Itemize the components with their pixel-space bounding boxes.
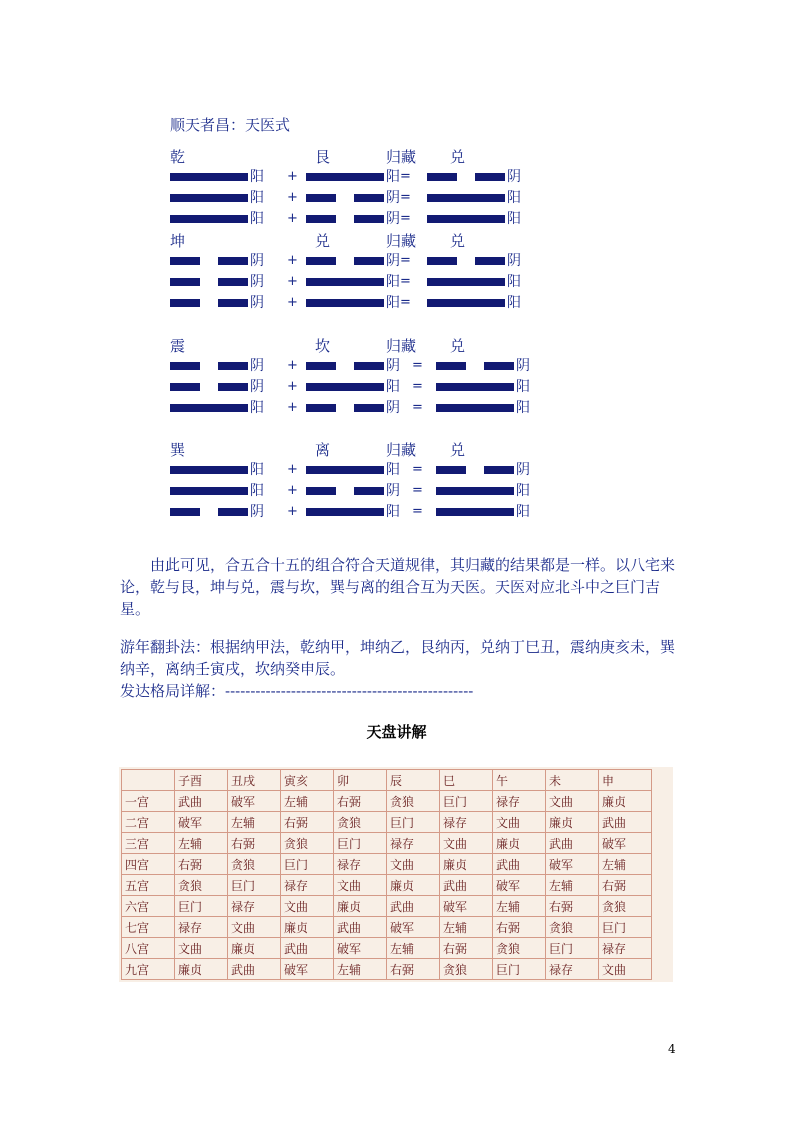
trigram-line-row bbox=[0, 502, 793, 522]
table-cell: 武曲 bbox=[493, 854, 546, 875]
equals-sign: = bbox=[412, 400, 423, 415]
plus-sign: + bbox=[287, 483, 298, 498]
left-trigram-yang-bar bbox=[170, 173, 248, 181]
middle-trigram-yin-bar-segment bbox=[354, 404, 384, 412]
paragraph-najia: 游年翻卦法：根据纳甲法，乾纳甲，坤纳乙，艮纳丙，兑纳丁巳丑，震纳庚亥未，巽纳辛，离纳壬寅戌，坎纳癸申辰。 bbox=[120, 638, 676, 678]
yin-yang-label: 阳 bbox=[516, 483, 530, 499]
section-heading: 顺天者昌：天医式 bbox=[170, 116, 291, 134]
table-cell: 禄存 bbox=[599, 938, 652, 959]
table-header-cell: 申 bbox=[599, 770, 652, 791]
trigram-name: 归藏 bbox=[386, 337, 417, 355]
result-trigram-yang-bar bbox=[436, 383, 514, 391]
table-cell: 巨门 bbox=[599, 917, 652, 938]
result-trigram-yin-bar-segment bbox=[475, 173, 505, 181]
yin-yang-label: 阴 bbox=[250, 274, 264, 290]
yin-yang-label: 阳 bbox=[507, 274, 521, 290]
trigram-name: 兑 bbox=[450, 148, 466, 166]
yin-yang-label: 阳 bbox=[250, 211, 264, 227]
table-cell: 武曲 bbox=[440, 875, 493, 896]
trigram-line-row bbox=[0, 209, 793, 229]
middle-trigram-yang-bar bbox=[306, 508, 384, 516]
trigram-name: 归藏 bbox=[386, 232, 417, 250]
result-trigram-yin-bar-segment bbox=[475, 257, 505, 265]
table-cell: 破军 bbox=[281, 959, 334, 980]
middle-trigram-yang-bar bbox=[306, 383, 384, 391]
table-row bbox=[122, 875, 652, 896]
trigram-line-row bbox=[0, 272, 793, 292]
yin-yang-label: 阴 bbox=[516, 462, 530, 478]
left-trigram-yang-bar bbox=[170, 487, 248, 495]
yin-yang-label: 阴 bbox=[386, 253, 400, 269]
table-cell: 廉贞 bbox=[228, 938, 281, 959]
table-cell: 武曲 bbox=[175, 791, 228, 812]
table-header-cell: 辰 bbox=[387, 770, 440, 791]
row-label-cell: 六宫 bbox=[122, 896, 175, 917]
left-trigram-yin-bar-segment bbox=[218, 257, 248, 265]
table-cell: 武曲 bbox=[334, 917, 387, 938]
yin-yang-label: 阴 bbox=[516, 358, 530, 374]
yin-yang-label: 阴 bbox=[250, 379, 264, 395]
plus-sign: + bbox=[287, 274, 298, 289]
row-label-cell: 二宫 bbox=[122, 812, 175, 833]
middle-trigram-yin-bar-segment bbox=[306, 194, 336, 202]
table-cell: 武曲 bbox=[387, 896, 440, 917]
yin-yang-label: 阴 bbox=[386, 190, 400, 206]
middle-trigram-yin-bar-segment bbox=[354, 215, 384, 223]
result-trigram-yin-bar-segment bbox=[484, 466, 514, 474]
table-cell: 文曲 bbox=[440, 833, 493, 854]
table-cell: 禄存 bbox=[281, 875, 334, 896]
trigram-line-row bbox=[0, 398, 793, 418]
table-cell: 巨门 bbox=[387, 812, 440, 833]
table-cell: 禄存 bbox=[493, 791, 546, 812]
trigram-name: 巽 bbox=[170, 441, 186, 459]
left-trigram-yin-bar-segment bbox=[218, 383, 248, 391]
left-trigram-yin-bar-segment bbox=[170, 257, 200, 265]
left-trigram-yin-bar-segment bbox=[218, 299, 248, 307]
table-cell: 文曲 bbox=[546, 791, 599, 812]
table-header-cell: 巳 bbox=[440, 770, 493, 791]
table-cell: 禄存 bbox=[440, 812, 493, 833]
table-cell: 武曲 bbox=[546, 833, 599, 854]
table-cell: 贪狼 bbox=[387, 791, 440, 812]
table-cell: 右弼 bbox=[334, 791, 387, 812]
table-cell: 文曲 bbox=[334, 875, 387, 896]
table-cell: 文曲 bbox=[387, 854, 440, 875]
table-cell: 贪狼 bbox=[175, 875, 228, 896]
left-trigram-yin-bar-segment bbox=[170, 299, 200, 307]
plus-sign: + bbox=[287, 295, 298, 310]
middle-trigram-yang-bar bbox=[306, 173, 384, 181]
table-header-cell: 卯 bbox=[334, 770, 387, 791]
table-cell: 廉贞 bbox=[440, 854, 493, 875]
yin-yang-label: 阴 bbox=[250, 295, 264, 311]
yin-yang-label: 阳 bbox=[386, 274, 400, 290]
trigram-name: 艮 bbox=[315, 148, 331, 166]
result-trigram-yang-bar bbox=[427, 194, 505, 202]
table-cell: 文曲 bbox=[281, 896, 334, 917]
equals-sign: = bbox=[400, 190, 411, 205]
result-trigram-yin-bar-segment bbox=[427, 173, 457, 181]
middle-trigram-yin-bar-segment bbox=[306, 257, 336, 265]
result-trigram-yang-bar bbox=[427, 278, 505, 286]
table-cell: 右弼 bbox=[493, 917, 546, 938]
left-trigram-yin-bar-segment bbox=[218, 362, 248, 370]
result-trigram-yang-bar bbox=[436, 508, 514, 516]
equals-sign: = bbox=[400, 274, 411, 289]
table-cell: 禄存 bbox=[387, 833, 440, 854]
table-title: 天盘讲解 bbox=[366, 723, 427, 741]
left-trigram-yin-bar-segment bbox=[170, 278, 200, 286]
paragraph-explanation: 由此可见，合五合十五的组合符合天道规律，其归藏的结果都是一样。以八宅来论，乾与艮，坤与兑，震与坎，巽与离的组合互为天医。天医对应北斗中之巨门吉星。 bbox=[120, 556, 676, 618]
yin-yang-label: 阳 bbox=[507, 190, 521, 206]
equals-sign: = bbox=[412, 358, 423, 373]
trigram-name: 坎 bbox=[315, 337, 331, 355]
table-cell: 廉贞 bbox=[493, 833, 546, 854]
table-cell: 右弼 bbox=[387, 959, 440, 980]
plus-sign: + bbox=[287, 169, 298, 184]
table-cell: 左辅 bbox=[334, 959, 387, 980]
middle-trigram-yin-bar-segment bbox=[306, 215, 336, 223]
table-cell: 巨门 bbox=[493, 959, 546, 980]
yin-yang-label: 阳 bbox=[250, 400, 264, 416]
trigram-name: 归藏 bbox=[386, 441, 417, 459]
table-row bbox=[122, 833, 652, 854]
table-cell: 破军 bbox=[334, 938, 387, 959]
left-trigram-yin-bar-segment bbox=[170, 383, 200, 391]
table-cell: 禄存 bbox=[175, 917, 228, 938]
table-cell: 禄存 bbox=[228, 896, 281, 917]
equals-sign: = bbox=[400, 295, 411, 310]
yin-yang-label: 阴 bbox=[507, 253, 521, 269]
table-cell: 贪狼 bbox=[281, 833, 334, 854]
trigram-line-row bbox=[0, 356, 793, 376]
table-cell: 右弼 bbox=[281, 812, 334, 833]
yin-yang-label: 阴 bbox=[250, 358, 264, 374]
table-row bbox=[122, 896, 652, 917]
middle-trigram-yin-bar-segment bbox=[354, 257, 384, 265]
yin-yang-label: 阴 bbox=[250, 504, 264, 520]
table-cell: 贪狼 bbox=[493, 938, 546, 959]
table-cell: 廉贞 bbox=[175, 959, 228, 980]
table-cell: 右弼 bbox=[546, 896, 599, 917]
equals-sign: = bbox=[412, 379, 423, 394]
yin-yang-label: 阴 bbox=[386, 358, 400, 374]
yin-yang-label: 阳 bbox=[250, 169, 264, 185]
plus-sign: + bbox=[287, 379, 298, 394]
yin-yang-label: 阴 bbox=[507, 169, 521, 185]
plus-sign: + bbox=[287, 400, 298, 415]
middle-trigram-yang-bar bbox=[306, 466, 384, 474]
trigram-line-row bbox=[0, 460, 793, 480]
yin-yang-label: 阳 bbox=[516, 400, 530, 416]
table-row bbox=[122, 959, 652, 980]
middle-trigram-yin-bar-segment bbox=[306, 362, 336, 370]
row-label-cell: 四宫 bbox=[122, 854, 175, 875]
plus-sign: + bbox=[287, 211, 298, 226]
left-trigram-yin-bar-segment bbox=[170, 508, 200, 516]
table-cell: 破军 bbox=[228, 791, 281, 812]
equals-sign: = bbox=[400, 211, 411, 226]
table-header-cell: 未 bbox=[546, 770, 599, 791]
table-cell: 巨门 bbox=[228, 875, 281, 896]
result-trigram-yin-bar-segment bbox=[436, 362, 466, 370]
trigram-name: 离 bbox=[315, 441, 331, 459]
table-cell: 左辅 bbox=[599, 854, 652, 875]
left-trigram-yin-bar-segment bbox=[170, 362, 200, 370]
table-cell: 武曲 bbox=[281, 938, 334, 959]
table-cell: 贪狼 bbox=[334, 812, 387, 833]
yin-yang-label: 阳 bbox=[386, 169, 400, 185]
table-cell: 左辅 bbox=[546, 875, 599, 896]
trigram-name: 乾 bbox=[170, 148, 186, 166]
table-cell: 武曲 bbox=[228, 959, 281, 980]
table-cell: 巨门 bbox=[440, 791, 493, 812]
table-cell: 破军 bbox=[599, 833, 652, 854]
table-cell: 贪狼 bbox=[599, 896, 652, 917]
table-cell: 巨门 bbox=[175, 896, 228, 917]
table-cell: 右弼 bbox=[228, 833, 281, 854]
yin-yang-label: 阳 bbox=[516, 379, 530, 395]
trigram-name: 兑 bbox=[450, 232, 466, 250]
middle-trigram-yang-bar bbox=[306, 278, 384, 286]
result-trigram-yang-bar bbox=[427, 215, 505, 223]
trigram-line-row bbox=[0, 481, 793, 501]
table-cell: 破军 bbox=[493, 875, 546, 896]
table-cell: 廉贞 bbox=[546, 812, 599, 833]
trigram-name: 兑 bbox=[315, 232, 331, 250]
table-header-cell: 午 bbox=[493, 770, 546, 791]
table-cell: 左辅 bbox=[281, 791, 334, 812]
plus-sign: + bbox=[287, 190, 298, 205]
page-number: 4 bbox=[668, 1042, 676, 1056]
table-cell: 左辅 bbox=[175, 833, 228, 854]
left-trigram-yang-bar bbox=[170, 194, 248, 202]
plus-sign: + bbox=[287, 504, 298, 519]
result-trigram-yin-bar-segment bbox=[427, 257, 457, 265]
trigram-name: 归藏 bbox=[386, 148, 417, 166]
table-cell: 文曲 bbox=[493, 812, 546, 833]
left-trigram-yang-bar bbox=[170, 404, 248, 412]
result-trigram-yin-bar-segment bbox=[436, 466, 466, 474]
paragraph-pattern: 发达格局详解：------------------------------------------------- bbox=[120, 682, 474, 700]
table-cell: 左辅 bbox=[440, 917, 493, 938]
table-cell: 廉贞 bbox=[387, 875, 440, 896]
table-header-cell: 寅亥 bbox=[281, 770, 334, 791]
trigram-line-row bbox=[0, 377, 793, 397]
table-cell: 禄存 bbox=[546, 959, 599, 980]
table-row bbox=[122, 938, 652, 959]
trigram-line-row bbox=[0, 293, 793, 313]
row-label-cell: 七宫 bbox=[122, 917, 175, 938]
tianpan-table-frame bbox=[119, 767, 673, 982]
middle-trigram-yang-bar bbox=[306, 299, 384, 307]
middle-trigram-yin-bar-segment bbox=[354, 194, 384, 202]
yin-yang-label: 阳 bbox=[386, 379, 400, 395]
middle-trigram-yin-bar-segment bbox=[354, 487, 384, 495]
yin-yang-label: 阴 bbox=[250, 253, 264, 269]
yin-yang-label: 阳 bbox=[250, 462, 264, 478]
table-cell: 廉贞 bbox=[281, 917, 334, 938]
trigram-name: 震 bbox=[170, 337, 186, 355]
table-cell: 右弼 bbox=[440, 938, 493, 959]
result-trigram-yin-bar-segment bbox=[484, 362, 514, 370]
table-row bbox=[122, 917, 652, 938]
result-trigram-yang-bar bbox=[436, 487, 514, 495]
row-label-cell: 八宫 bbox=[122, 938, 175, 959]
row-label-cell: 五宫 bbox=[122, 875, 175, 896]
table-cell: 武曲 bbox=[599, 812, 652, 833]
yin-yang-label: 阳 bbox=[507, 295, 521, 311]
equals-sign: = bbox=[412, 483, 423, 498]
table-cell: 右弼 bbox=[175, 854, 228, 875]
table-cell: 禄存 bbox=[334, 854, 387, 875]
table-cell: 贪狼 bbox=[228, 854, 281, 875]
equals-sign: = bbox=[400, 169, 411, 184]
table-cell: 破军 bbox=[546, 854, 599, 875]
table-header-cell: 丑戌 bbox=[228, 770, 281, 791]
table-cell: 破军 bbox=[175, 812, 228, 833]
table-cell: 廉贞 bbox=[334, 896, 387, 917]
yin-yang-label: 阳 bbox=[386, 462, 400, 478]
table-cell: 左辅 bbox=[387, 938, 440, 959]
yin-yang-label: 阴 bbox=[386, 211, 400, 227]
yin-yang-label: 阴 bbox=[386, 400, 400, 416]
table-header-cell bbox=[122, 770, 175, 791]
result-trigram-yang-bar bbox=[436, 404, 514, 412]
plus-sign: + bbox=[287, 358, 298, 373]
table-cell: 巨门 bbox=[546, 938, 599, 959]
yin-yang-label: 阳 bbox=[250, 190, 264, 206]
table-cell: 文曲 bbox=[599, 959, 652, 980]
yin-yang-label: 阳 bbox=[507, 211, 521, 227]
row-label-cell: 九宫 bbox=[122, 959, 175, 980]
row-label-cell: 一宫 bbox=[122, 791, 175, 812]
yin-yang-label: 阳 bbox=[516, 504, 530, 520]
table-cell: 贪狼 bbox=[546, 917, 599, 938]
tianpan-table bbox=[121, 769, 652, 980]
table-cell: 廉贞 bbox=[599, 791, 652, 812]
left-trigram-yin-bar-segment bbox=[218, 278, 248, 286]
trigram-line-row bbox=[0, 167, 793, 187]
yin-yang-label: 阳 bbox=[386, 504, 400, 520]
left-trigram-yin-bar-segment bbox=[218, 508, 248, 516]
middle-trigram-yin-bar-segment bbox=[306, 487, 336, 495]
row-label-cell: 三宫 bbox=[122, 833, 175, 854]
left-trigram-yang-bar bbox=[170, 466, 248, 474]
equals-sign: = bbox=[400, 253, 411, 268]
middle-trigram-yin-bar-segment bbox=[306, 404, 336, 412]
table-row bbox=[122, 791, 652, 812]
plus-sign: + bbox=[287, 462, 298, 477]
yin-yang-label: 阳 bbox=[250, 483, 264, 499]
plus-sign: + bbox=[287, 253, 298, 268]
table-row bbox=[122, 854, 652, 875]
table-cell: 巨门 bbox=[281, 854, 334, 875]
result-trigram-yang-bar bbox=[427, 299, 505, 307]
table-cell: 文曲 bbox=[228, 917, 281, 938]
equals-sign: = bbox=[412, 504, 423, 519]
table-cell: 破军 bbox=[440, 896, 493, 917]
table-cell: 巨门 bbox=[334, 833, 387, 854]
middle-trigram-yin-bar-segment bbox=[354, 362, 384, 370]
table-cell: 左辅 bbox=[493, 896, 546, 917]
yin-yang-label: 阴 bbox=[386, 483, 400, 499]
table-cell: 文曲 bbox=[175, 938, 228, 959]
trigram-line-row bbox=[0, 251, 793, 271]
table-row bbox=[122, 812, 652, 833]
table-cell: 左辅 bbox=[228, 812, 281, 833]
equals-sign: = bbox=[412, 462, 423, 477]
trigram-name: 兑 bbox=[450, 441, 466, 459]
table-cell: 破军 bbox=[387, 917, 440, 938]
table-header-cell: 子酉 bbox=[175, 770, 228, 791]
trigram-name: 坤 bbox=[170, 232, 186, 250]
yin-yang-label: 阳 bbox=[386, 295, 400, 311]
table-cell: 贪狼 bbox=[440, 959, 493, 980]
table-header-row bbox=[122, 770, 652, 791]
trigram-line-row bbox=[0, 188, 793, 208]
left-trigram-yang-bar bbox=[170, 215, 248, 223]
table-cell: 右弼 bbox=[599, 875, 652, 896]
trigram-name: 兑 bbox=[450, 337, 466, 355]
